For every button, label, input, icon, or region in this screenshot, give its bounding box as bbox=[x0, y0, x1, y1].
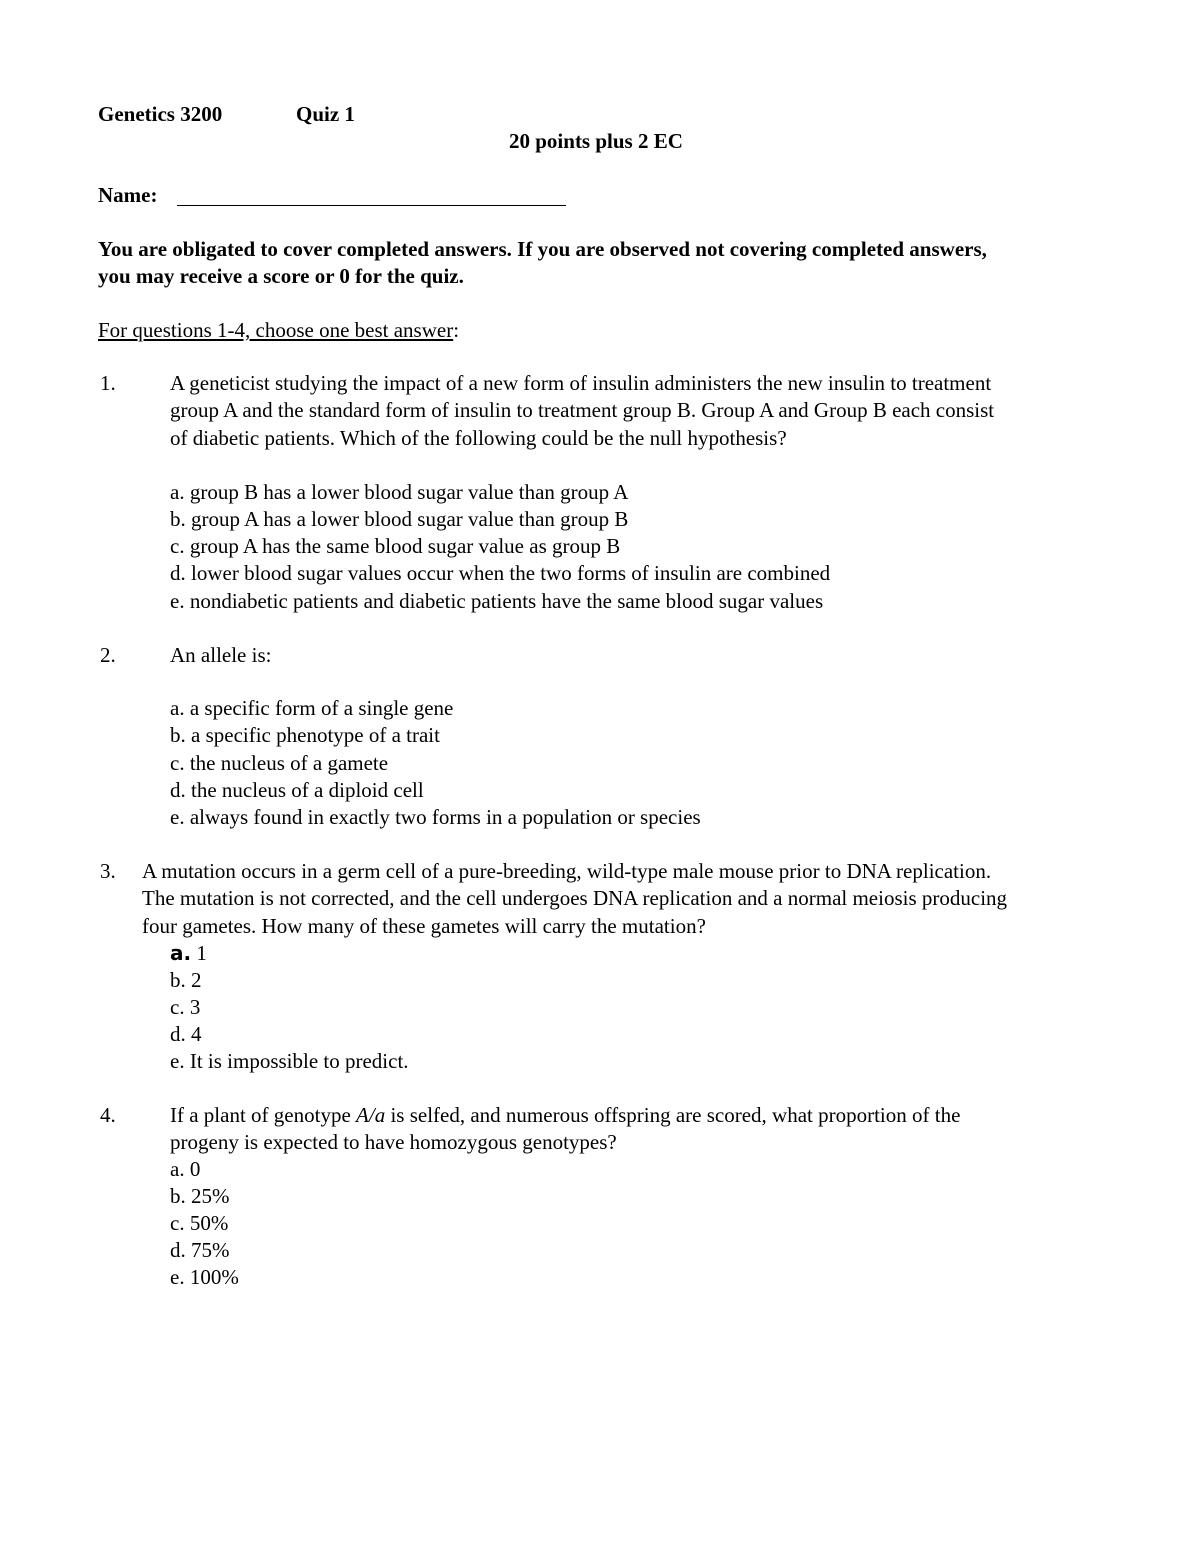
q1-line-1: A geneticist studying the impact of a new form of insulin administers the new insulin to treatment bbox=[170, 371, 992, 395]
instructions bbox=[98, 317, 459, 344]
q4-number: 4. bbox=[100, 1103, 116, 1127]
q1-option-c: c. group A has the same blood sugar value as group B bbox=[170, 534, 621, 558]
q3-line-3: four gametes. How many of these gametes will carry the mutation? bbox=[142, 914, 706, 938]
q3-option-c: c. 3 bbox=[170, 995, 201, 1019]
q4-line-1 bbox=[170, 1102, 960, 1129]
q2-option-e: e. always found in exactly two forms in a population or species bbox=[170, 805, 701, 829]
instructions-text: For questions 1-4, choose one best answer bbox=[98, 318, 454, 342]
q2-number: 2. bbox=[100, 643, 116, 667]
q3-line-2: The mutation is not corrected, and the cell undergoes DNA replication and a normal meiosis producing bbox=[142, 886, 1008, 910]
q2-option-d: d. the nucleus of a diploid cell bbox=[170, 778, 424, 802]
q4-option-b: b. 25% bbox=[170, 1184, 230, 1208]
q2-text: An allele is: bbox=[170, 643, 272, 667]
q4-line-2: progeny is expected to have homozygous genotypes? bbox=[170, 1130, 617, 1154]
q1-line-3: of diabetic patients. Which of the following could be the null hypothesis? bbox=[170, 426, 787, 450]
q4-option-e: e. 100% bbox=[170, 1265, 239, 1289]
q1-option-d: d. lower blood sugar values occur when the two forms of insulin are combined bbox=[170, 561, 831, 585]
q2-option-b: b. a specific phenotype of a trait bbox=[170, 723, 440, 747]
quiz-title: Quiz 1 bbox=[296, 102, 355, 126]
q2-option-c: c. the nucleus of a gamete bbox=[170, 751, 389, 775]
q4-genotype: A/a bbox=[356, 1103, 386, 1127]
q4-line-1-pre: If a plant of genotype bbox=[170, 1103, 357, 1127]
q3-option-a-letter: a. bbox=[170, 941, 192, 965]
points-subtitle: 20 points plus 2 EC bbox=[509, 129, 683, 153]
q4-option-c: c. 50% bbox=[170, 1211, 229, 1235]
q3-option-b: b. 2 bbox=[170, 968, 202, 992]
q3-line-1: A mutation occurs in a germ cell of a pure-breeding, wild-type male mouse prior to DNA replication. bbox=[142, 859, 992, 883]
name-blank-line bbox=[177, 205, 566, 206]
q1-line-2: group A and the standard form of insulin to treatment group B. Group A and Group B each consist bbox=[170, 398, 995, 422]
name-label: Name: bbox=[98, 183, 158, 207]
q4-option-a: a. 0 bbox=[170, 1157, 201, 1181]
q1-option-b: b. group A has a lower blood sugar value than group B bbox=[170, 507, 629, 531]
q1-option-a: a. group B has a lower blood sugar value than group A bbox=[170, 480, 629, 504]
q1-option-e: e. nondiabetic patients and diabetic patients have the same blood sugar values bbox=[170, 589, 824, 613]
q3-option-e: e. It is impossible to predict. bbox=[170, 1049, 409, 1073]
q2-option-a: a. a specific form of a single gene bbox=[170, 696, 454, 720]
q3-option-a-text: 1 bbox=[191, 941, 207, 965]
warning-line-2: you may receive a score or 0 for the quiz. bbox=[98, 264, 464, 288]
q4-line-1-post: is selfed, and numerous offspring are scored, what proportion of the bbox=[385, 1103, 961, 1127]
q3-number: 3. bbox=[100, 859, 116, 883]
warning-line-1: You are obligated to cover completed answers. If you are observed not covering completed answers, bbox=[98, 237, 987, 261]
q1-number: 1. bbox=[100, 371, 116, 395]
q4-option-d: d. 75% bbox=[170, 1238, 230, 1262]
instructions-colon: : bbox=[453, 318, 460, 342]
course-title: Genetics 3200 bbox=[98, 102, 223, 126]
q3-option-a bbox=[170, 940, 207, 967]
q3-option-d: d. 4 bbox=[170, 1022, 202, 1046]
